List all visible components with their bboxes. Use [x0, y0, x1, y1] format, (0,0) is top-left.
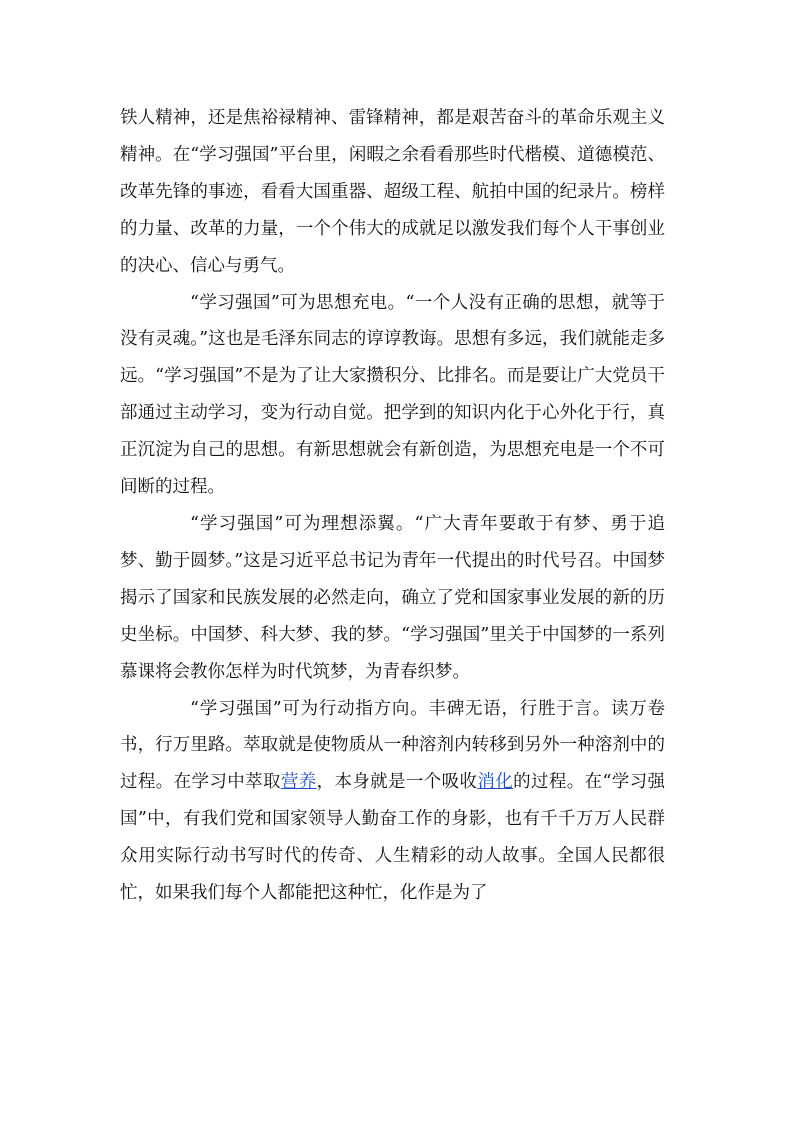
- paragraph-1: [120, 100, 665, 285]
- paragraph-4-text-c: 的过程。在“学习强国”中，有我们党和国家领导人勤奋工作的身影，也有千千万万人民群众用实际行动书写时代的传奇、人生精彩的动人故事。全国人民都很忙，如果我们每个人都能把这种忙，化作是为了: [120, 772, 666, 904]
- document-body: [120, 100, 665, 912]
- paragraph-3-text: “学习强国”可为理想添翼。“广大青年要敢于有梦、勇于追梦、勤于圆梦。”这是习近平总书记为青年一代提出的时代号召。中国梦揭示了国家和民族发展的必然走向，确立了党和国家事业发展的新的历史坐标。中国梦、科大梦、我的梦。“学习强国”里关于中国梦的一系列慕课将会教你怎样为时代筑梦，为青春织梦。: [120, 513, 665, 682]
- paragraph-3: [120, 506, 665, 691]
- paragraph-2-text: “学习强国”可为思想充电。“一个人没有正确的思想，就等于没有灵魂。”这也是毛泽东同志的谆谆教诲。思想有多远，我们就能走多远。“学习强国”不是为了让大家攒积分、比排名。而是要让广大党员干部通过主动学习，变为行动自觉。把学到的知识内化于心外化于行，真正沉淀为自己的思想。有新思想就会有新创造，为思想充电是一个不可间断的过程。: [120, 292, 665, 498]
- digestion-link[interactable]: 消化: [477, 772, 514, 793]
- paragraph-2: [120, 285, 665, 506]
- paragraph-4-text-b: ，本身就是一个吸收: [316, 772, 478, 793]
- nutrition-link[interactable]: 营养: [280, 772, 317, 793]
- paragraph-1-text: 铁人精神，还是焦裕禄精神、雷锋精神，都是艰苦奋斗的革命乐观主义精神。在“学习强国”平台里，闲暇之余看看那些时代楷模、道德模范、改革先锋的事迹，看看大国重器、超级工程、航拍中国的纪录片。榜样的力量、改革的力量，一个个伟大的成就足以激发我们每个人干事创业的决心、信心与勇气。: [120, 108, 665, 276]
- paragraph-4: [120, 691, 665, 912]
- paragraph-4-text-a: “学习强国”可为行动指方向。丰碑无语，行胜于言。读万卷书，行万里路。萃取就是使物质从一种溶剂内转移到另外一种溶剂中的过程。在学习中萃取: [120, 698, 665, 793]
